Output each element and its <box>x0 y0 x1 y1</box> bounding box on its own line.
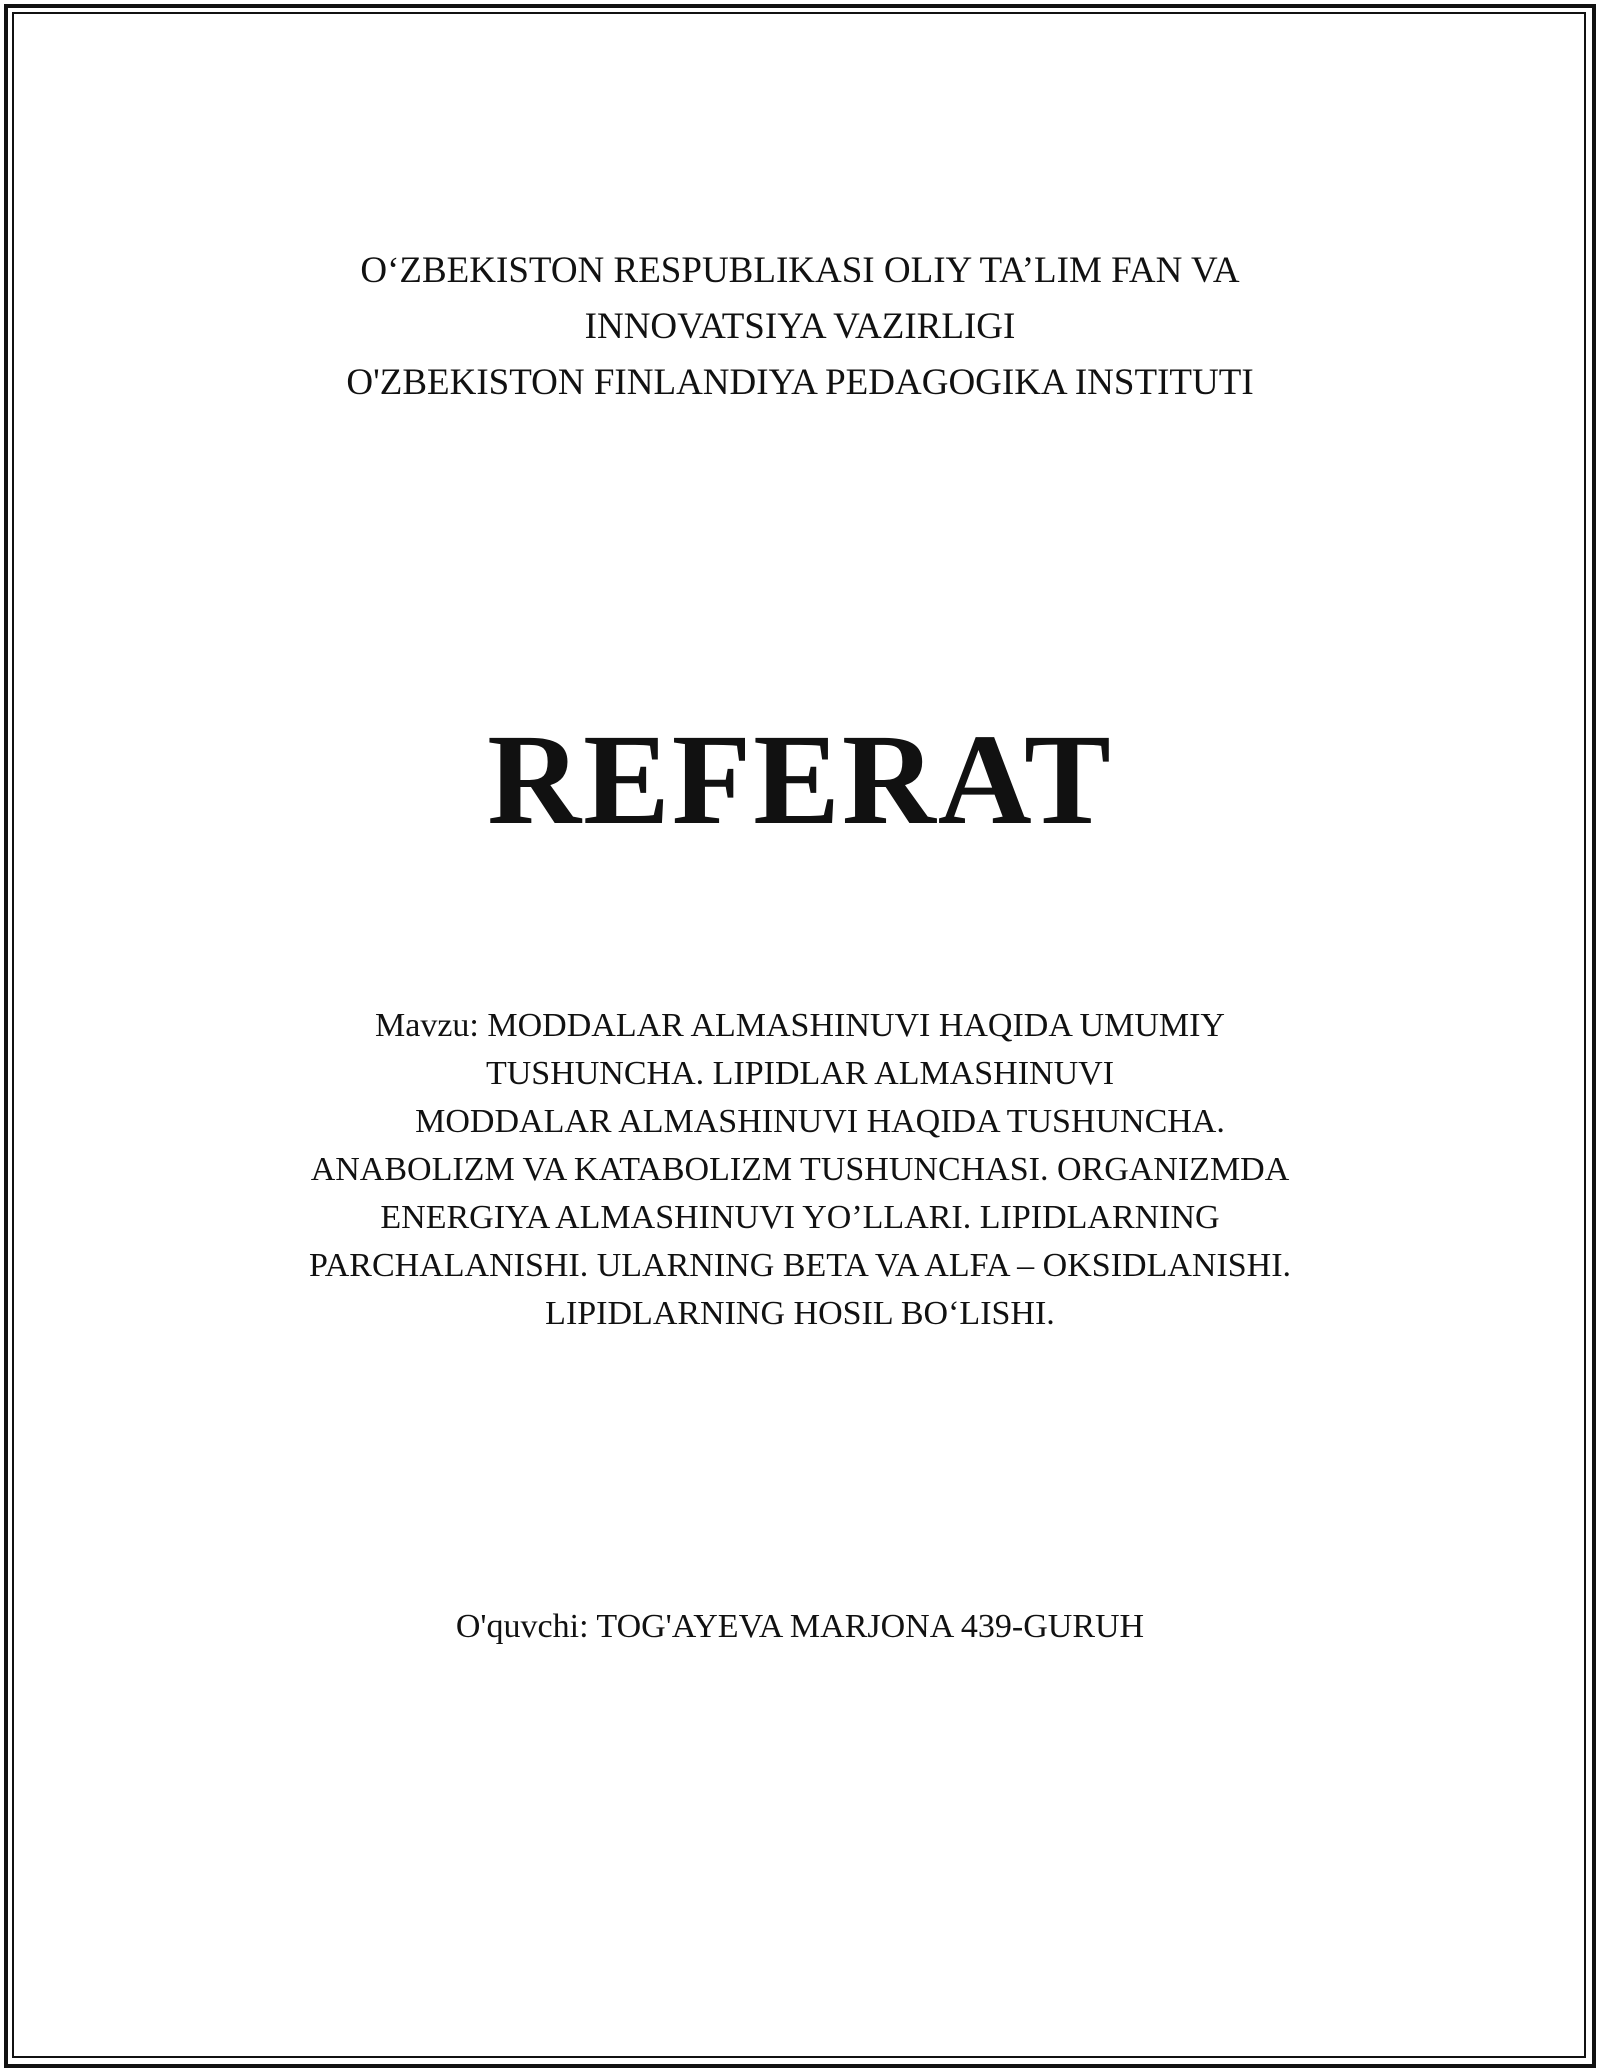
topic-line: ANABOLIZM VA KATABOLIZM TUSHUNCHASI. ORGANIZMDA <box>310 1151 1290 1188</box>
topic-line: MODDALAR ALMASHINUVI HAQIDA TUSHUNCHA. <box>415 1103 1225 1140</box>
topic-line: Mavzu: MODDALAR ALMASHINUVI HAQIDA UMUMIY <box>375 1007 1225 1044</box>
institution-header <box>0 243 1600 411</box>
document-title: REFERAT <box>487 708 1113 852</box>
topic-section <box>0 1002 1600 1338</box>
topic-line: LIPIDLARNING HOSIL BO‘LISHI. <box>545 1295 1055 1332</box>
topic-line: ENERGIYA ALMASHINUVI YO’LLARI. LIPIDLARNING <box>380 1199 1220 1236</box>
header-line-institute: O'ZBEKISTON FINLANDIYA PEDAGOGIKA INSTITUTI <box>346 362 1254 403</box>
student-info: O'quvchi: TOG'AYEVA MARJONA 439-GURUH <box>455 1608 1145 1645</box>
header-line-ministry-1: O‘ZBEKISTON RESPUBLIKASI OLIY TA’LIM FAN VA <box>360 250 1240 291</box>
topic-line: PARCHALANISHI. ULARNING BETA VA ALFA – OKSIDLANISHI. <box>308 1247 1292 1284</box>
topic-line: TUSHUNCHA. LIPIDLAR ALMASHINUVI <box>485 1055 1115 1092</box>
header-line-ministry-2: INNOVATSIYA VAZIRLIGI <box>584 306 1016 347</box>
